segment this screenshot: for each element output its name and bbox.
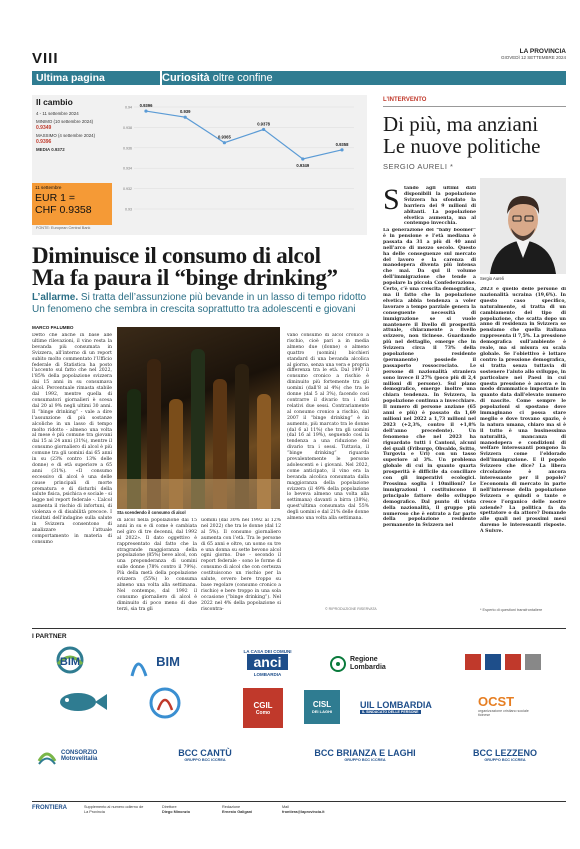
logo-ocst: [478, 688, 558, 722]
data-point: [262, 128, 265, 131]
logo-cisl: [304, 690, 340, 724]
masthead-date: GIOVEDÌ 12 SETTEMBRE 2024: [500, 55, 566, 60]
article-column-3: uomini (dal 30% nel 1992 al 12% nel 2022) che tra le donne (dal 12 al 5%). Il consumo giornaliero aumenta con l’età. Tra le persone di 65 anni e oltre, un uomo su tre e una donna su sette bevono alcol ogni giorno. Due - secondo il report federale - sono le forme di consumo di alcol che con certezza costituiscono un rischio per la salute, ovvero bere troppo su base regolare (consumo cronico a rischio) e bere troppo in una sola occasione (“binge drinking”). Nel 2022 nel 4% della popolazione si riscontra-: [201, 518, 281, 612]
logo-regione-lombardia: [330, 650, 420, 678]
bim-1-icon: [40, 646, 120, 680]
min-label: MINIMO (10 settembre 2024): [36, 119, 94, 124]
logo-uil-lombardia: [360, 690, 450, 724]
kicker-bold: L’allarme.: [32, 292, 79, 303]
cgil-sub: Como: [255, 709, 271, 716]
footer-redazione-name: Ernesto Galigani: [222, 809, 253, 814]
bcc-cantu-mark: BCC CANTÙ: [178, 748, 232, 758]
logo-bim-1: [40, 646, 120, 680]
oped-footnote: * Esperto di questioni transfrontaliere: [480, 608, 543, 612]
bcc-lezzeno-sub: GRUPPO BCC ICCREA: [484, 758, 526, 762]
y-tick-label: 0.938: [123, 125, 132, 130]
footer-redazione: [222, 805, 252, 814]
oped-author: SERGIO AURELI *: [383, 162, 454, 171]
kicker-line-1: Si tratta dell’assunzione più bevande in un lasso di tempo ridotto: [78, 292, 367, 303]
footer-brand: FRONTIERA: [32, 805, 67, 811]
y-tick-label: 0.936: [123, 146, 132, 151]
bcc-brianza-mark: BCC BRIANZA E LAGHI: [314, 748, 416, 758]
logo-uil-ticino: [455, 648, 555, 678]
oped-column-a: La generazione dei “baby boomer” è in pensione e l’età mediana è passata da 31 a più di 40 anni nell’arco di mezzo secolo. Questo ha delle conseguenze sul mercato del lavoro e la carenza di manodopera diventa più intensa che mai. Da qui il volume dell’immigrazione che tende a popolare la piccola Confederazione. Certo, c’è una crescita demografica, ma il fatto che la popolazione elvetica abbia tendenza a voler lavorare a tempo parziale genera la conseguente necessità di immigrazione se si vuole mantenere il livello di prosperità attuale, chiaramente a livello svizzero, non ticinese. Guardando più nel dettaglio, emerge che in Svizzera circa il 73% della popolazione residente (permanente) possiede il passaporto rossocrociato. Le persone di nazionalità straniera sono invece il 27% (poco più di 2,4 milioni di persone). Sul piano demografico, emerge inoltre una chiara tendenza. In Svizzera, la popolazione continua a invecchiare. Il numero di persone anziane (65 anni e più) è passato da 1,69 milioni nel 2022 a 1,73 milioni nel 2023 (+2,3%, contro il +1,8% dell’anno precedente). Un fenomeno che nel 2023 ha riguardato tutti i Cantoni, alcuni dei quali (Friburgo, Obvaldo, Svitto, Turgovia e Uri) con un tasso superiore al 3%. Un problema globale di cui in quanto quarta prosperità è difficile da conciliare con gli imperativi ecologici. Prossima soglia i 10milioni? Le immigrazioni i costituiscono il principale fattore dello sviluppo demografico. Dal punto di vista della nazionalità, il gruppo più numeroso che è entrato a far parte della popolazione residente permanente in Svizzera nel: [383, 228, 476, 529]
headline-line-1: Diminuisce il consumo di alcol: [32, 243, 321, 268]
logo-bcc-brianza: [300, 742, 430, 768]
masthead-brand: LA PROVINCIA: [519, 48, 566, 55]
swirl-icon: [36, 745, 58, 767]
footer-mail-address[interactable]: frontiera@laprovincia.it: [282, 809, 325, 814]
drop-cap: S: [383, 183, 400, 216]
uil-mark: UIL LOMBARDIA: [360, 700, 432, 710]
chart-period: 4 - 11 settembre 2024: [36, 111, 79, 116]
oped-tag: L’INTERVENTO: [383, 97, 427, 103]
article-column-1: Detto che anche in base alle ultime rilevazioni, il vino resta la bevanda più consumata in Svizzera, all’interno di un report subito molto commentato l’Ufficio federale di Statistica ha posto l’accento sul fatto che nel 2022, l’85% della popolazione svizzera dai 15 anni in su consumava alcol. Percentuale rimasta stabile dal 1992, mentre quella di consumatori giornalieri è scesa dal 20 al 9% negli ultimi 30 anni. Il “binge drinking” - vale a dire l’assunzione di più sostanze alcoliche in un lasso di tempo molto ridotto - almeno una volta al mese è più comune tra giovani dai 15 ai 24 anni (31%), mentre il consumo giornaliero di alcol è più comune tra gli uomini dai 65 anni in su (23% contro 13% delle donne) e di età superiore a 65 anni (31%). «Il consumo eccessivo di alcol è una delle cause principali di morte prematura e di disturbi della salute fisica, psichica e sociale - si legge nel report federale -. L’alcol aumenta il rischio di infortuni, di violenza e di disabilità precoce. I risultati dell’indagine sulla salute in Svizzera consentono di analizzare l’attuale comportamento in materia di consumo: [32, 333, 112, 545]
partners-rule: [32, 628, 566, 629]
rate-line-1: EUR 1 =: [35, 192, 75, 204]
y-tick-label: 0.934: [123, 166, 132, 171]
photo-bottles: [117, 327, 280, 509]
logo-bcc-lezzeno: [450, 742, 560, 768]
cgil-mark: CGIL: [253, 700, 273, 710]
data-point: [340, 148, 343, 151]
headline-line-2: Ma fa paura il “binge drinking”: [32, 265, 338, 290]
data-point: [223, 141, 226, 144]
rate-line-2: CHF 0.9358: [35, 204, 92, 216]
regione-text: Regione Lombardia: [350, 656, 386, 671]
oped-column-b: 2023 è quello delle persone di nazionalità ucraina (19,6%). In questo caso specifico, naturalmente, si tratta di un cambiamento del tipo di popolazione, che scatta dopo un anno di residenza in Svizzera se pensiamo che quella italiana rappresenta il 7,5%. La pressione demografica sull’ambiente è reale, ma si misura su scala globale. Se l’obiettivo è lottare contro la pressione demografica, si tratta senza tuttavia di sostenere l’aiuto allo sviluppo, in particolare nei Paesi in cui questa pressione è ancora e in modo drammatico importante in quanto data dall’elevato numero di nascite. Come sempre le popolazioni si spostano dove immaginano ci possa stare meglio e dove trovano spazio, è la natura umana, chiaro ma si è il tutto è una businessima naturalità, mancanza di manodopera e condizioni di welfare interessanti pongono la Svizzera come l’eldorado dell’immigrazione. E il popolo Svizzero che dice? La libera circolazione è ancora interessante per il popolo? L’economia di mercato in parte nell’interesse della popolazione Svizzera e quindi o tante e cresce l’organico delle nostre aziende? La politica fa da spettatore o da attore? Domande alle quali nei prossimi mesi daremo le interessanti risposte. A Suivre.: [480, 287, 566, 535]
series-line: [146, 111, 342, 159]
data-label: 0.9378: [257, 121, 271, 127]
logo-anci: [225, 646, 310, 680]
avg-label: MEDIA 0.9372: [36, 147, 65, 152]
oped-lead: tando agli ultimi dati disponibili la popolazione Svizzera ha sfondato la barriera dei 9 milioni di abitanti. La popolazione elvetica aumenta, ma al contempo invecchia.: [404, 186, 476, 226]
logo-motovelitalia: [36, 740, 126, 772]
section-right: [162, 71, 273, 85]
footer-director-label: Direttore: [162, 805, 177, 809]
moto-text: CONSORZIO Motovelitalia: [61, 750, 98, 762]
rose-icon: [330, 656, 346, 672]
author-portrait: [480, 178, 566, 274]
article-column-2: di alcol nella popolazione dai 15 anni in su e di come è cambiata nel giro di tre decenni, dal 1992 al 2022». Il dato oggettivo è rappresentato dal fatto che la stragrande maggioranza della popolazione (85%) beve alcol, con una preponderanza di uomini sulle donne (78% contro il 79%). Più della metà della popolazione svizzera (55%) lo consuma almeno una volta alla settimana. Nel contempo, dal 1992 il consumo giornaliero di alcol è diminuito di poco meno di due terzi, sia tra gli: [117, 518, 197, 612]
exchange-rate-box: [32, 95, 367, 235]
cisl-mark: CISL: [312, 700, 332, 709]
data-label: 0.9396: [139, 103, 153, 109]
ticino-icon: [455, 648, 555, 678]
data-point: [144, 109, 147, 112]
headline: [32, 245, 372, 289]
masthead: [501, 48, 566, 60]
y-tick-label: 0.93: [125, 207, 132, 212]
max-value: 0.9396: [36, 139, 52, 145]
anci-sub: LOMBARDIA: [253, 672, 282, 677]
logo-federalberghi: [40, 686, 120, 720]
photo-caption: Sta scendendo il consumo di alcol: [117, 510, 186, 515]
chart-title: Il cambio: [36, 97, 73, 107]
ocst-sub: organizzazione cristiano sociale ticinese: [478, 708, 529, 717]
y-tick-label: 0.94: [125, 105, 132, 110]
max-label: MASSIMO (4 settembre 2024): [36, 133, 96, 138]
logo-bim-2: [128, 646, 198, 680]
oped-rule: [383, 106, 566, 107]
article-author: MARCO PALUMBO: [32, 325, 74, 330]
kicker: [32, 292, 377, 316]
section-left: Ultima pagina: [32, 71, 158, 85]
anci-top: LA CASA DEI COMUNI: [243, 649, 292, 654]
bim-2-icon: [128, 646, 198, 680]
rate-box: [32, 183, 112, 225]
section-right-bold: Curiosità: [162, 72, 210, 84]
footer-redazione-label: Redazione: [222, 805, 241, 809]
kicker-line-2: Un fenomeno che sembra in crescita soprattutto tra adolescenti e giovani: [32, 304, 356, 315]
data-label: 0.9349: [296, 163, 310, 169]
page-number: VIII: [32, 50, 59, 67]
y-tick-label: 0.932: [123, 187, 132, 192]
rate-date: 11 settembre: [35, 185, 62, 190]
chart-source: FONTE: European Central Bank: [36, 226, 91, 230]
min-value: 0.9349: [36, 125, 52, 131]
svg-text:BIM: BIM: [59, 656, 81, 668]
oped-title-2: Le nuove politiche: [383, 134, 541, 158]
fish-icon: [45, 688, 115, 718]
copyright: © RIPRODUZIONE RISERVATA: [325, 607, 377, 611]
footer: [32, 801, 566, 817]
uil-sub: IL SINDACATO DELLE PERSONE: [362, 710, 419, 714]
logo-bcc-cantu: [150, 742, 260, 768]
data-label: 0.9358: [335, 141, 349, 147]
footer-director-name: Diego Minonzio: [162, 809, 191, 814]
anci-mark: anci: [247, 654, 287, 670]
footer-supplement: Supplemento al numero odierno de La Provincia: [84, 805, 144, 814]
bcc-lezzeno-mark: BCC LEZZENO: [473, 748, 537, 758]
ribbon-icon: [148, 686, 182, 720]
oped-title-1: Di più, ma anziani: [383, 112, 539, 136]
portrait-caption: Sergio Aureli: [480, 276, 504, 281]
data-point: [301, 157, 304, 160]
data-label: 0.9365: [217, 134, 231, 140]
logo-consorzio: [130, 686, 200, 720]
section-bar: [32, 71, 566, 85]
footer-mail-label: Mail: [282, 805, 289, 809]
article-column-4: vano consumo di alcol cronico a rischio, cioè pari a in media almeno due (donne) o almeno quattro (uomini) bicchieri standard di una bevanda alcolica al giorno, senza una vera e propria differenza tra le età. Dal 1997 il consumo cronico a rischio è diminuito più fortemente tra gli uomini (dall’8 al 4%) che tra le donne (dal 5 al 3%), facendo così contrarre il divario tra i dati relativi due sessi. Contrariamente al consumo cronico a rischio, dal 2007 il “binge drinking” è in aumento, più marcato tra le donne (dal 6 al 11%) che tra gli uomini (dal 16 al 19%), seguendo così la tendenza a una riduzione del divario tra i sessi. Tuttavia, il “binge drinking” riguarda prevalentemente le persone adolescenti e i giovani. Nel 2022, come anticipato, il vino era la bevanda alcolica consumata dalla maggioranza della popolazione svizzera (il 49% della popolazione lo beveva almeno una volta alla settimana) davanti a birra (38%), quest’ultima consumata dal 55% degli uomini e dal 21% delle donne almeno una volta alla settimana.: [287, 333, 369, 522]
svg-text:BIM: BIM: [156, 654, 180, 669]
line-chart: [114, 97, 364, 225]
cisl-sub: DEI LAGHI: [311, 709, 333, 714]
data-point: [184, 116, 187, 119]
footer-mail: [282, 805, 325, 814]
ocst-mark: OCST: [478, 693, 515, 709]
oped-title: [383, 113, 566, 157]
bcc-brianza-sub: GRUPPO BCC ICCREA: [344, 758, 386, 762]
bcc-cantu-sub: GRUPPO BCC ICCREA: [184, 758, 226, 762]
partners-title: I PARTNER: [32, 633, 67, 640]
footer-director: [162, 805, 190, 814]
logo-cgil: [243, 688, 283, 728]
data-label: 0.939: [179, 109, 191, 115]
section-right-text: oltre confine: [209, 72, 273, 84]
